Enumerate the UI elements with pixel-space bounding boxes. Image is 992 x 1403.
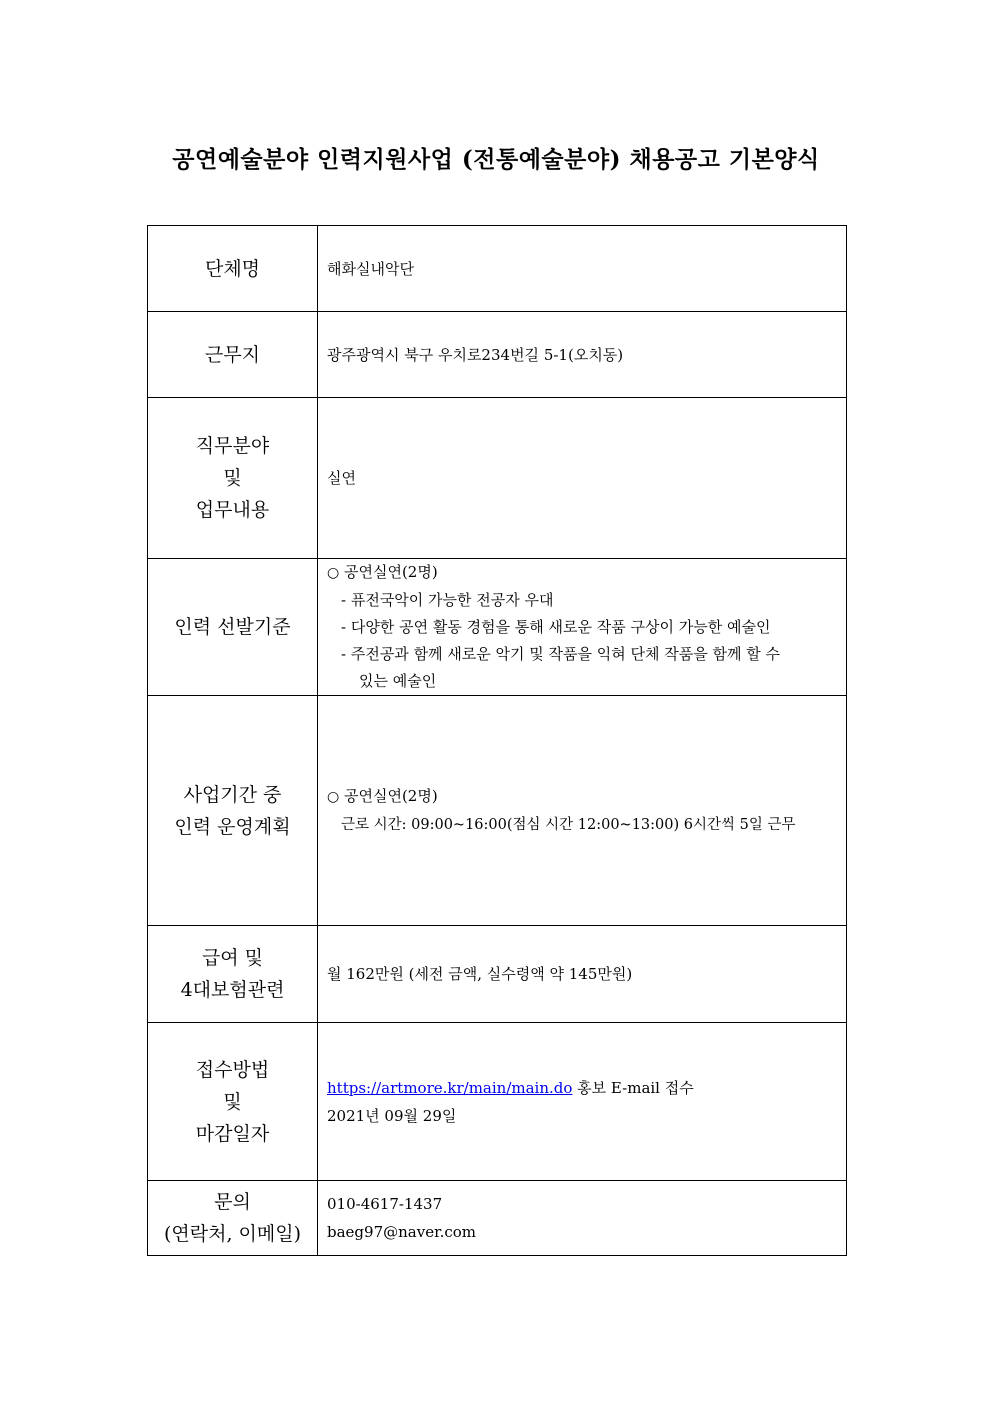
label-duty-line-3: 업무내용 xyxy=(195,499,270,521)
table-row-salary xyxy=(148,926,847,1023)
apply-method xyxy=(327,1074,837,1102)
recruitment-form-table xyxy=(147,225,847,1256)
label-contact xyxy=(148,1181,318,1256)
table-row-duty xyxy=(148,398,847,559)
label-location: 근무지 xyxy=(148,312,318,398)
value-contact xyxy=(318,1181,847,1256)
label-contact-line-1: 문의 xyxy=(214,1191,251,1213)
criteria-heading-text: 공연실연(2명) xyxy=(344,563,438,581)
table-row-contact xyxy=(148,1181,847,1256)
value-org: 해화실내악단 xyxy=(318,226,847,312)
label-salary xyxy=(148,926,318,1023)
apply-method-suffix: 홍보 E-mail 접수 xyxy=(572,1078,694,1097)
value-plan xyxy=(318,696,847,926)
label-plan xyxy=(148,696,318,926)
artmore-link[interactable]: https://artmore.kr/main/main.do xyxy=(327,1078,573,1097)
contact-phone: 010-4617-1437 xyxy=(327,1195,443,1213)
plan-heading-text: 공연실연(2명) xyxy=(344,787,438,805)
label-plan-line-2: 인력 운영계획 xyxy=(174,815,291,838)
label-criteria: 인력 선발기준 xyxy=(148,559,318,696)
circle-bullet-icon: ○ xyxy=(327,789,340,805)
table-row-apply xyxy=(148,1023,847,1181)
plan-detail: 근로 시간: 09:00~16:00(점심 시간 12:00~13:00) 6시간씩 5일 근무 xyxy=(341,817,796,833)
table-row-org xyxy=(148,226,847,312)
apply-deadline: 2021년 09월 29일 xyxy=(327,1106,457,1125)
label-apply xyxy=(148,1023,318,1181)
circle-bullet-icon: ○ xyxy=(327,565,340,581)
plan-heading xyxy=(327,782,837,811)
table-row-plan xyxy=(148,696,847,926)
label-plan-line-1: 사업기간 중 xyxy=(183,783,282,806)
label-duty-line-2: 및 xyxy=(223,467,242,489)
criteria-heading xyxy=(327,559,837,587)
value-apply xyxy=(318,1023,847,1181)
value-duty: 실연 xyxy=(318,398,847,559)
label-contact-line-2: (연락처, 이메일) xyxy=(163,1223,302,1245)
contact-email: baeg97@naver.com xyxy=(327,1223,477,1241)
document-title: 공연예술분야 인력지원사업 (전통예술분야) 채용공고 기본양식 xyxy=(172,146,820,173)
value-location: 광주광역시 북구 우치로234번길 5-1(오치동) xyxy=(318,312,847,398)
criteria-item: - 다양한 공연 활동 경험을 통해 새로운 작품 구상이 가능한 예술인 xyxy=(341,618,771,636)
table-row-criteria xyxy=(148,559,847,696)
value-salary: 월 162만원 (세전 금액, 실수령액 약 145만원) xyxy=(318,926,847,1023)
criteria-item: - 퓨전국악이 가능한 전공자 우대 xyxy=(341,591,554,609)
criteria-item: - 주전공과 함께 새로운 악기 및 작품을 익혀 단체 작품을 함께 할 수 xyxy=(341,645,781,663)
label-duty-line-1: 직무분야 xyxy=(195,435,270,457)
label-duty xyxy=(148,398,318,559)
label-salary-line-2: 4대보험관련 xyxy=(180,979,285,1001)
label-org: 단체명 xyxy=(148,226,318,312)
label-apply-line-1: 접수방법 xyxy=(195,1058,270,1081)
table-row-location xyxy=(148,312,847,398)
label-apply-line-3: 마감일자 xyxy=(195,1122,270,1145)
label-apply-line-2: 및 xyxy=(223,1090,242,1113)
value-criteria xyxy=(318,559,847,696)
criteria-item-continuation: 있는 예술인 xyxy=(359,672,437,690)
label-salary-line-1: 급여 및 xyxy=(201,947,264,969)
